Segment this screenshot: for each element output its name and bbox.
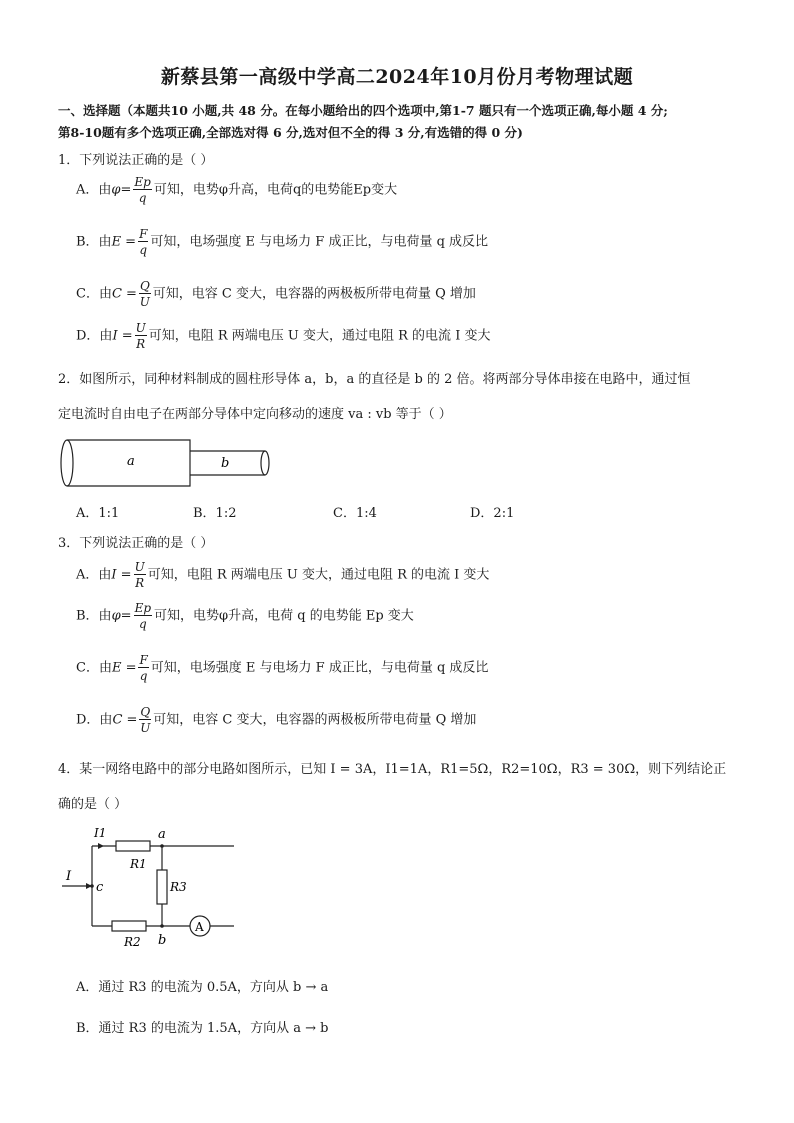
q1-option-d[interactable] <box>76 322 490 350</box>
formula-fraction <box>134 561 146 589</box>
option-text: 可知，电阻 R 两端电压 U 变大，通过电阻 R 的电流 I 变大 <box>147 567 490 583</box>
formula-lhs: φ= <box>111 608 132 624</box>
option-prefix: C．由 <box>76 660 112 676</box>
q4-stem-line1: 4．某一网络电路中的部分电路如图所示，已知 I = 3A，I1=1A，R1=5Ω，R2=10Ω，R3 = 30Ω，则下列结论正 <box>58 762 727 777</box>
fraction-numerator: Ep <box>134 601 152 615</box>
formula-fraction <box>133 176 151 204</box>
fraction-numerator: F <box>139 653 148 667</box>
q2-option-d[interactable]: D．2:1 <box>470 506 515 521</box>
formula-lhs: φ= <box>111 182 132 198</box>
q2-option-b[interactable]: B．1:2 <box>193 506 237 521</box>
formula-lhs: C = <box>112 712 138 728</box>
section-header-line1: 一、选择题（本题共10 小题,共 48 分。在每小题给出的四个选项中,第1-7 题只有一个选项正确,每小题 4 分; <box>58 103 668 118</box>
q2-stem-line2: 定电流时自由电子在两部分导体中定向移动的速度 va : vb 等于（ ） <box>58 407 452 422</box>
node-a-label: a <box>158 827 166 842</box>
fraction-denominator: R <box>136 337 146 351</box>
formula-fraction <box>134 602 152 630</box>
current-i-label: I <box>66 869 72 884</box>
option-prefix: C．由 <box>76 286 112 302</box>
fraction-numerator: Ep <box>134 175 151 189</box>
option-text: 可知，电场强度 E 与电场力 F 成正比，与电荷量 q 成反比 <box>150 234 489 250</box>
formula-fraction <box>135 322 147 350</box>
q3-stem: 3．下列说法正确的是（ ） <box>58 536 214 551</box>
formula-fraction <box>138 654 148 682</box>
option-prefix: B．由 <box>76 608 112 624</box>
ammeter-icon: A <box>195 920 204 934</box>
option-prefix: A．由 <box>76 182 112 198</box>
resistor-r1-label: R1 <box>130 857 147 871</box>
q3-option-d[interactable] <box>76 706 476 734</box>
conductor-a-label: a <box>127 454 135 469</box>
q2-stem-line1: 2．如图所示，同种材料制成的圆柱形导体 a，b，a 的直径是 b 的 2 倍。将两部分导体串接在电路中，通过恒 <box>58 372 691 387</box>
formula-lhs: I = <box>112 328 133 344</box>
q1-option-a[interactable] <box>76 176 397 204</box>
fraction-numerator: Q <box>139 279 150 293</box>
formula-lhs: E = <box>111 234 137 250</box>
resistor-r2-label: R2 <box>124 935 141 949</box>
fraction-denominator: R <box>135 576 145 590</box>
resistor-r3-label: R3 <box>170 880 187 894</box>
option-text: 可知，电场强度 E 与电场力 F 成正比，与电荷量 q 成反比 <box>150 660 489 676</box>
conductor-b-label: b <box>221 456 230 471</box>
formula-fraction <box>139 280 151 308</box>
page-title: 新蔡县第一高级中学高二2024年10月份月考物理试题 <box>160 66 634 88</box>
node-c-label: c <box>96 880 104 895</box>
formula-fraction <box>139 706 151 734</box>
section-header-line2: 第8-10题有多个选项正确,全部选对得 6 分,选对但不全的得 3 分,有选错的得 0 分) <box>58 125 523 140</box>
node-b-label: b <box>158 933 167 948</box>
q3-option-a[interactable] <box>76 561 489 589</box>
fraction-numerator: Q <box>140 705 151 719</box>
option-prefix: D．由 <box>76 712 113 728</box>
fraction-denominator: q <box>139 669 148 683</box>
fraction-denominator: U <box>139 295 150 309</box>
q1-option-b[interactable] <box>76 228 488 256</box>
option-text: 可知，电容 C 变大，电容器的两极板所带电荷量 Q 增加 <box>153 712 477 728</box>
conductor-figure <box>55 434 275 494</box>
q4-stem-line2: 确的是（ ） <box>58 797 128 812</box>
q1-stem: 1．下列说法正确的是（ ） <box>58 153 214 168</box>
option-prefix: B．由 <box>76 234 112 250</box>
q4-option-a[interactable]: A．通过 R3 的电流为 0.5A，方向从 b → a <box>76 980 329 995</box>
option-text: 可知，电阻 R 两端电压 U 变大，通过电阻 R 的电流 I 变大 <box>148 328 491 344</box>
q3-option-b[interactable] <box>76 602 414 630</box>
option-prefix: D．由 <box>76 328 113 344</box>
q2-option-c[interactable]: C．1:4 <box>333 506 377 521</box>
option-text: 可知，电容 C 变大，电容器的两极板所带电荷量 Q 增加 <box>152 286 476 302</box>
fraction-denominator: q <box>138 617 147 631</box>
option-text: 可知，电势φ升高，电荷q的电势能Ep变大 <box>153 182 398 198</box>
formula-lhs: I = <box>111 567 132 583</box>
formula-fraction <box>138 228 148 256</box>
current-i1-label: I1 <box>94 826 107 840</box>
fraction-numerator: F <box>139 227 148 241</box>
fraction-denominator: q <box>138 191 147 205</box>
fraction-numerator: U <box>134 560 145 574</box>
q2-option-a[interactable]: A．1:1 <box>76 506 120 521</box>
circuit-figure <box>58 822 248 950</box>
option-prefix: A．由 <box>76 567 112 583</box>
fraction-denominator: q <box>139 243 148 257</box>
formula-lhs: E = <box>111 660 137 676</box>
formula-lhs: C = <box>111 286 137 302</box>
fraction-denominator: U <box>140 721 151 735</box>
q1-option-c[interactable] <box>76 280 476 308</box>
q3-option-c[interactable] <box>76 654 488 682</box>
q4-option-b[interactable]: B．通过 R3 的电流为 1.5A，方向从 a → b <box>76 1021 329 1036</box>
fraction-numerator: U <box>135 321 146 335</box>
option-text: 可知，电势φ升高，电荷 q 的电势能 Ep 变大 <box>154 608 414 624</box>
